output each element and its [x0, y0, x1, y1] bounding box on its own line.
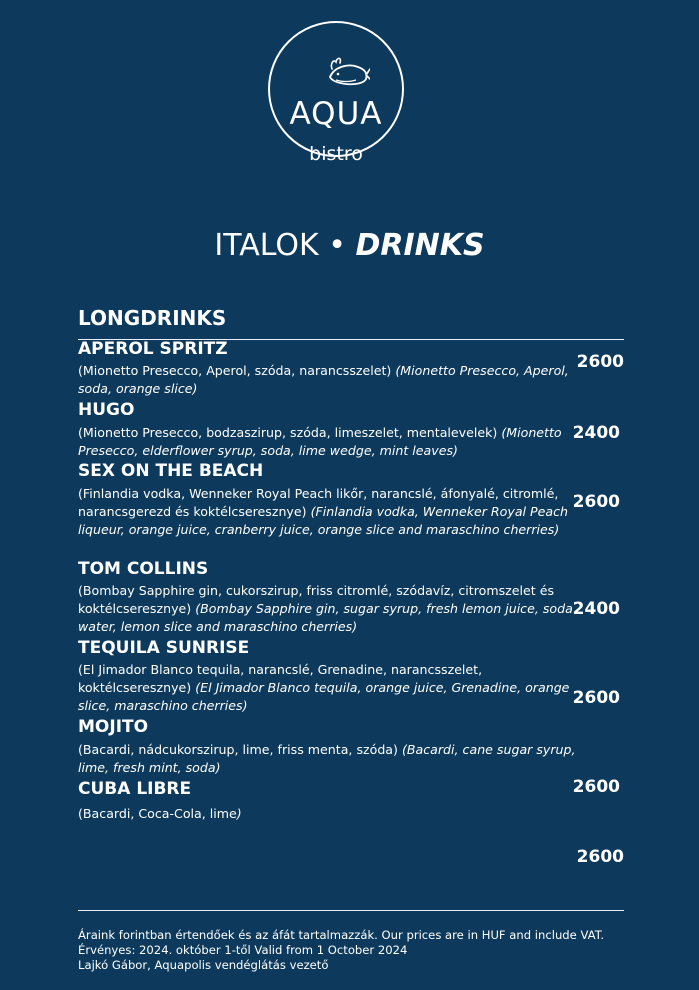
footer-line-vat: Áraink forintban értendőek és az áfát tartalmazzák. Our prices are in HUF and include VAT.: [78, 928, 605, 942]
item-desc-hu: (Finlandia vodka, Wenneker Royal Peach likőr, narancslé, áfonyalé, citromlé, narancsgerezd és koktélcseresznye): [78, 486, 559, 519]
footer: [78, 928, 638, 973]
item-description: [78, 362, 578, 398]
footer-line-signature: Lajkó Gábor, Aquapolis vendéglátás vezető: [78, 958, 329, 972]
item-name: APEROL SPRITZ: [78, 339, 228, 359]
item-description: [78, 805, 578, 823]
item-description: [78, 741, 578, 777]
item-desc-en: (Mionetto Presecco, elderflower syrup, soda, lime wedge, mint leaves): [78, 425, 562, 458]
footer-line-validity: Érvényes: 2024. október 1-től Valid from 1 October 2024: [78, 943, 408, 957]
item-name: TEQUILA SUNRISE: [78, 638, 250, 658]
item-name: SEX ON THE BEACH: [78, 461, 264, 481]
title-en: DRINKS: [355, 228, 485, 263]
footer-divider: [78, 910, 624, 911]
item-price: 2400: [572, 423, 620, 443]
item-description: [78, 661, 578, 715]
brand-subtitle: bistro: [309, 143, 363, 165]
item-name: TOM COLLINS: [78, 559, 209, 579]
item-price: 2400: [572, 599, 620, 619]
item-desc-en: ): [236, 806, 242, 821]
item-desc-hu: (Mionetto Presecco, bodzaszirup, szóda, limeszelet, mentalevelek): [78, 425, 498, 440]
item-desc-hu: (Bacardi, nádcukorszirup, lime, friss menta, szóda): [78, 742, 398, 757]
whale-icon: [326, 53, 370, 89]
item-desc-hu: (El Jimador Blanco tequila, narancslé, Grenadine, narancsszelet, koktélcseresznye): [78, 662, 483, 695]
item-description: [78, 582, 578, 636]
item-price: 2600: [572, 492, 620, 512]
item-desc-en: (Bacardi, cane sugar syrup, lime, fresh mint, soda): [78, 742, 576, 775]
item-description: [78, 424, 578, 460]
item-desc-hu: (Mionetto Presecco, Aperol, szóda, narancsszelet): [78, 363, 392, 378]
item-desc-hu: (Bacardi, Coca-Cola, lime: [78, 806, 237, 821]
item-desc-en: (Finlandia vodka, Wenneker Royal Peach liqueur, orange juice, cranberry juice, orange slice and maraschino cherries): [78, 504, 569, 537]
item-description: [78, 485, 578, 539]
item-price: 2600: [572, 688, 620, 708]
item-name: MOJITO: [78, 717, 149, 737]
title-separator: •: [318, 228, 356, 263]
item-desc-en: (Bombay Sapphire gin, sugar syrup, fresh lemon juice, soda water, lemon slice and maraschino cherries): [78, 601, 573, 634]
item-price: 2600: [576, 847, 624, 867]
section-title: LONGDRINKS: [78, 306, 227, 330]
item-name: HUGO: [78, 400, 135, 420]
item-price: 2600: [576, 352, 624, 372]
item-name: CUBA LIBRE: [78, 779, 192, 799]
brand-name: AQUA: [289, 96, 383, 132]
item-desc-en: (El Jimador Blanco tequila, orange juice, Grenadine, orange slice, maraschino cherries): [78, 680, 570, 713]
page-title: [0, 228, 699, 264]
item-desc-en: (Mionetto Presecco, Aperol, soda, orange slice): [78, 363, 569, 396]
logo-circle: [268, 21, 404, 165]
title-hu: ITALOK: [214, 228, 319, 263]
item-desc-hu: (Bombay Sapphire gin, cukorszirup, friss citromlé, szódavíz, citromszelet és koktélcseresznye): [78, 583, 555, 616]
item-price: 2600: [572, 777, 620, 797]
